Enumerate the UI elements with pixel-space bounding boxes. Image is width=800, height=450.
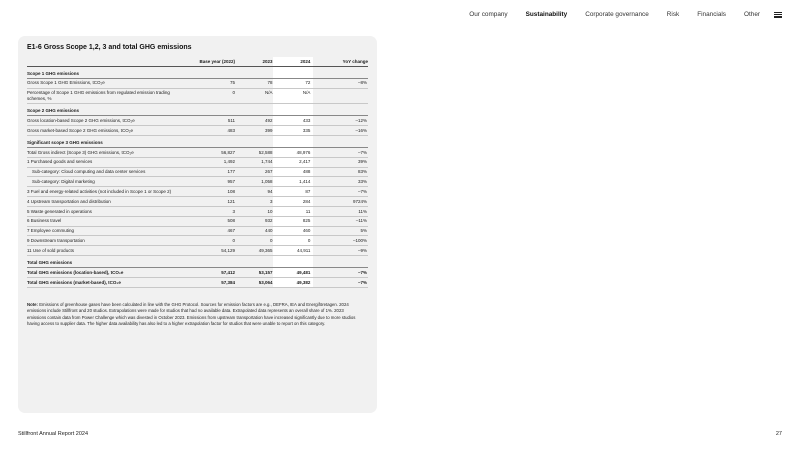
header-2023: 2023 (235, 57, 273, 66)
table-row (27, 88, 368, 103)
cell-2024: 0 (273, 236, 314, 246)
table-section-row (27, 135, 368, 147)
cell-2023: 78 (235, 78, 273, 88)
cell-yoy-change: –7% (313, 148, 368, 158)
footer-report-title: Stillfront Annual Report 2024 (18, 431, 89, 437)
table-row (27, 126, 368, 136)
row-label: Significant scope 3 GHG emissions (27, 135, 191, 147)
table-row (27, 116, 368, 126)
cell-2024 (273, 255, 314, 267)
cell-2023: 94 (235, 187, 273, 197)
cell-base-year: 75 (191, 78, 235, 88)
table-row (27, 206, 368, 216)
cell-2024: 49,382 (273, 278, 314, 288)
row-label: Gross location-based Scope 2 GHG emissions, tCO₂e (27, 116, 191, 126)
cell-2023: 1,744 (235, 157, 273, 167)
cell-2023: 10 (235, 206, 273, 216)
row-label: Sub-category: Cloud computing and data center services (27, 167, 191, 177)
cell-2023: 52,588 (235, 148, 273, 158)
cell-yoy-change: –100% (313, 236, 368, 246)
cell-2024 (273, 103, 314, 115)
cell-2023: 932 (235, 216, 273, 226)
cell-2024: N/A (273, 88, 314, 103)
cell-yoy-change (313, 88, 368, 103)
cell-2023: 1,058 (235, 177, 273, 187)
row-label: Sub-category: Digital marketing (27, 177, 191, 187)
cell-2024: 11 (273, 206, 314, 216)
cell-2024: 48,976 (273, 148, 314, 158)
table-section-row (27, 103, 368, 115)
note-label: Note: (27, 301, 38, 307)
cell-base-year: 177 (191, 167, 235, 177)
cell-base-year: 121 (191, 197, 235, 207)
cell-base-year: 483 (191, 126, 235, 136)
table-note (27, 302, 368, 328)
cell-yoy-change: –7% (313, 187, 368, 197)
cell-base-year: 57,412 (191, 268, 235, 278)
cell-2024: 2,417 (273, 157, 314, 167)
row-label: 1 Purchased goods and services (27, 157, 191, 167)
cell-base-year: 0 (191, 236, 235, 246)
cell-2024: 49,481 (273, 268, 314, 278)
cell-2024 (273, 66, 314, 78)
cell-yoy-change: –9% (313, 246, 368, 256)
row-label: Gross market-based Scope 2 GHG emissions, tCO₂e (27, 126, 191, 136)
cell-base-year (191, 103, 235, 115)
row-label: 11 Use of sold products (27, 246, 191, 256)
cell-base-year: 57,384 (191, 278, 235, 288)
cell-2024: 44,911 (273, 246, 314, 256)
cell-base-year: 1,492 (191, 157, 235, 167)
cell-2023: 3 (235, 197, 273, 207)
nav-corporate-governance[interactable]: Corporate governance (585, 11, 649, 18)
table-row (27, 278, 368, 288)
cell-base-year: 511 (191, 116, 235, 126)
cell-2023: 0 (235, 236, 273, 246)
cell-yoy-change: –16% (313, 126, 368, 136)
cell-2024: 460 (273, 226, 314, 236)
row-label: Total GHG emissions (27, 255, 191, 267)
header-base-year: Base year (2022) (191, 57, 235, 66)
cell-2023: 492 (235, 116, 273, 126)
header-2024: 2024 (273, 57, 314, 66)
cell-yoy-change (313, 103, 368, 115)
cell-2024: 488 (273, 167, 314, 177)
hamburger-icon[interactable] (774, 12, 782, 18)
cell-2024: 825 (273, 216, 314, 226)
cell-base-year: 0 (191, 88, 235, 103)
cell-2023: 267 (235, 167, 273, 177)
cell-base-year (191, 255, 235, 267)
cell-yoy-change: 11% (313, 206, 368, 216)
table-row (27, 187, 368, 197)
table-body (27, 66, 368, 287)
cell-2024: 433 (273, 116, 314, 126)
cell-yoy-change: 83% (313, 167, 368, 177)
footer-page-number: 27 (775, 431, 782, 437)
nav-our-company[interactable]: Our company (469, 11, 508, 18)
nav-sustainability[interactable]: Sustainability (525, 11, 568, 18)
row-label: Total GHG emissions (market-based), tCO₂e (27, 278, 191, 288)
cell-yoy-change (313, 66, 368, 78)
cell-base-year (191, 66, 235, 78)
cell-2023 (235, 255, 273, 267)
table-row (27, 167, 368, 177)
cell-2024: 72 (273, 78, 314, 88)
cell-2023: 440 (235, 226, 273, 236)
table-row (27, 246, 368, 256)
cell-2024 (273, 135, 314, 147)
row-label: 4 Upstream transportation and distribution (27, 197, 191, 207)
table-row (27, 236, 368, 246)
table-section-row (27, 66, 368, 78)
row-label: 9 Downstream transportation (27, 236, 191, 246)
table-header-row (27, 57, 368, 66)
nav-other[interactable]: Other (744, 11, 760, 18)
cell-yoy-change: 9724% (313, 197, 368, 207)
ghg-emissions-card (18, 36, 377, 413)
cell-2023 (235, 135, 273, 147)
header-label (27, 57, 191, 66)
cell-2023 (235, 66, 273, 78)
table-row (27, 148, 368, 158)
cell-yoy-change: –11% (313, 216, 368, 226)
table-title: E1-6 Gross Scope 1,2, 3 and total GHG emissions (27, 44, 192, 51)
cell-2023: 53,064 (235, 278, 273, 288)
nav-financials[interactable]: Financials (697, 11, 727, 18)
cell-yoy-change: 5% (313, 226, 368, 236)
row-label: Scope 1 GHG emissions (27, 66, 191, 78)
cell-2023: 53,157 (235, 268, 273, 278)
table-row (27, 78, 368, 88)
cell-2024: 1,414 (273, 177, 314, 187)
table-row (27, 157, 368, 167)
cell-2024: 87 (273, 187, 314, 197)
cell-base-year: 957 (191, 177, 235, 187)
cell-2024: 335 (273, 126, 314, 136)
cell-yoy-change: 33% (313, 177, 368, 187)
nav-risk[interactable]: Risk (666, 11, 680, 18)
table-row (27, 226, 368, 236)
cell-2023 (235, 103, 273, 115)
row-label: Total Gross indirect (Scope 3) GHG emissions, tCO₂e (27, 148, 191, 158)
table-section-row (27, 255, 368, 267)
cell-yoy-change: 39% (313, 157, 368, 167)
cell-2023: 49,365 (235, 246, 273, 256)
cell-base-year: 467 (191, 226, 235, 236)
row-label: Gross Scope 1 GHG Emissions, tCO₂e (27, 78, 191, 88)
table-row (27, 197, 368, 207)
cell-2023: N/A (235, 88, 273, 103)
row-label: Percentage of Scope 1 GHG emissions from regulated emission trading schemes, % (27, 88, 191, 103)
table-row (27, 216, 368, 226)
ghg-emissions-table (27, 57, 368, 288)
row-label: 7 Employee commuting (27, 226, 191, 236)
cell-base-year: 108 (191, 187, 235, 197)
table-row (27, 268, 368, 278)
cell-yoy-change: –8% (313, 78, 368, 88)
cell-yoy-change: –7% (313, 278, 368, 288)
row-label: Scope 2 GHG emissions (27, 103, 191, 115)
row-label: 3 Fuel and energy-related activities (not included in Scope 1 or Scope 2) (27, 187, 191, 197)
row-label: Total GHG emissions (location-based), tCO₂e (27, 268, 191, 278)
top-navigation (451, 11, 782, 18)
cell-yoy-change: –12% (313, 116, 368, 126)
cell-2024: 284 (273, 197, 314, 207)
table-row (27, 177, 368, 187)
header-yoy-change: YoY change (313, 57, 368, 66)
cell-yoy-change (313, 135, 368, 147)
cell-base-year: 56,827 (191, 148, 235, 158)
cell-yoy-change (313, 255, 368, 267)
cell-2023: 399 (235, 126, 273, 136)
cell-base-year: 54,129 (191, 246, 235, 256)
cell-base-year: 508 (191, 216, 235, 226)
note-text: Emissions of greenhouse gases have been calculated in line with the GHG Protocol. Sources for emission factors are e.g., DEFRA, IEA and Energiföretagen. 2024 emissions include Stillfront and 20 studios. Extrapolations were made for studios that had no available data. Extrapolated data represents an overall share of 1%. 2023 emissions contain data from Power Challenge which was divested in October 2023. Emissions from upstream transportation have increased significantly due to more studios having access to supplier data. The higher data availability has also led to a higher extrapolation factor for studios that were unable to report on this category. (27, 301, 356, 327)
cell-base-year: 3 (191, 206, 235, 216)
row-label: 5 Waste generated in operations (27, 206, 191, 216)
cell-yoy-change: –7% (313, 268, 368, 278)
cell-base-year (191, 135, 235, 147)
row-label: 6 Business travel (27, 216, 191, 226)
